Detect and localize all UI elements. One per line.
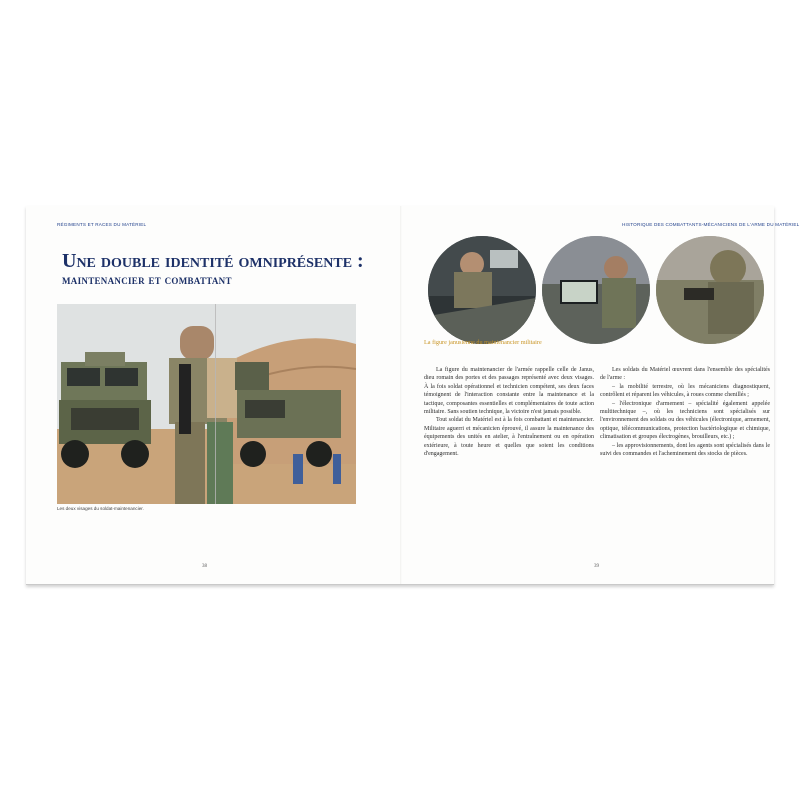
soldier-photo-illustration xyxy=(57,304,356,504)
field-circle-photo xyxy=(656,236,764,344)
field-illustration xyxy=(656,236,764,344)
soldier-photo xyxy=(57,304,356,504)
left-running-head: RÉGIMENTS ET RACES DU MATÉRIEL xyxy=(57,222,147,227)
book-gutter xyxy=(400,206,402,584)
left-page-number: 38 xyxy=(202,564,207,569)
electronics-circle-photo xyxy=(542,236,650,344)
text-column-right xyxy=(600,366,770,458)
paragraph: Tout soldat du Matériel est à la fois combattant et maintenancier. Militaire aguerri et mécanicien éprouvé, il assure la maintenance des équipements des unités en atelier, à l'entraînement ou en opération extérieure, à toute heure et quelles que soient les conditions d'engagement. xyxy=(424,417,594,458)
paragraph: Les soldats du Matériel œuvrent dans l'ensemble des spécialités de l'arme : xyxy=(600,367,770,382)
paragraph: La figure du maintenancier de l'armée rappelle celle de Janus, dieu romain des portes et des passages représenté avec deux visages. À la fois soldat opérationnel et technicien compétent, ses deux faces témoignent de l'interaction constante entre la maintenance et la tactique, composantes essentielles et complémentaires de toute action militaire. Sans soutien technique, la victoire n'est jamais possible. xyxy=(424,367,594,416)
page-title-line-1: Une double identité omniprésente : xyxy=(62,250,364,272)
list-item: – la mobilité terrestre, où les mécaniciens diagnostiquent, contrôlent et réparent les véhicules, à roues comme chenillés ; xyxy=(600,383,770,399)
section-subhead: La figure janusienne du maintenancier militaire xyxy=(424,339,542,346)
workshop-circle-photo xyxy=(428,236,536,344)
list-item: – l'électronique d'armement – spécialité également appelée multitechnique –, où les techniciens sont spécialisés sur l'environnement des soldats ou des véhicules (électronique, armement, optique, télécommunications, protection bactériologique et chimique, climatisation et groupes électrogènes, brouilleurs, etc.) ; xyxy=(600,400,770,441)
book-spread xyxy=(26,206,800,585)
text-column-left xyxy=(424,366,594,458)
page-title xyxy=(62,250,364,288)
page-title-line-2: maintenancier et combattant xyxy=(62,272,232,287)
workshop-illustration xyxy=(428,236,536,344)
electronics-illustration xyxy=(542,236,650,344)
list-item: – les approvisionnements, dont les agents sont spécialisés dans le suivi des commandes et l'acheminement des stocks de pièces. xyxy=(600,442,770,458)
photo-caption: Les deux visages du soldat-maintenancier. xyxy=(57,506,144,511)
right-running-head: HISTORIQUE DES COMBATTANTS-MÉCANICIENS DE L'ARME DU MATÉRIEL xyxy=(622,222,800,227)
right-page-number: 39 xyxy=(594,564,599,569)
